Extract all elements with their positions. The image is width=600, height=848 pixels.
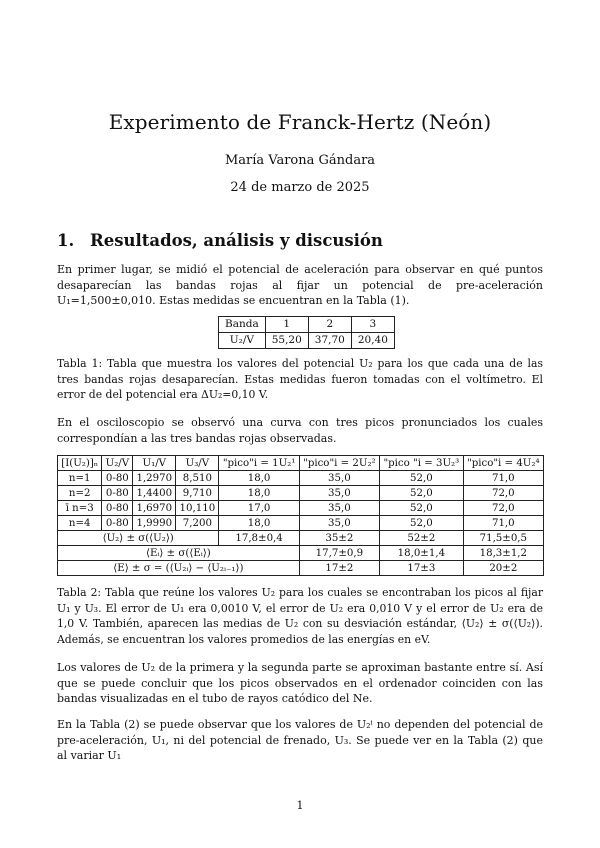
summary-cell: 17±3 bbox=[380, 561, 464, 576]
table-cell: n=2 bbox=[58, 486, 102, 501]
table-2-header-row bbox=[58, 456, 544, 471]
page-number: 1 bbox=[296, 799, 304, 812]
table-cell: 52,0 bbox=[380, 501, 464, 516]
summary-label: ⟨U₂⟩ ± σ(⟨U₂⟩) bbox=[58, 531, 219, 546]
section-heading bbox=[57, 231, 383, 250]
table-1-cell: 55,20 bbox=[265, 333, 308, 349]
table-1-header-cell: Banda bbox=[219, 317, 266, 333]
paragraph-comparison: Los valores de U₂ de la primera y la segunda parte se aproximan bastante entre sí. Así que se puede concluir que los picos observados en el ordenador coinciden con las bandas visualizadas en el tubo de rayos catódico del Ne. bbox=[57, 661, 543, 706]
summary-cell: 18,0±1,4 bbox=[380, 546, 464, 561]
table-2-header-cell: U₂/V bbox=[102, 456, 133, 471]
table-cell: 18,0 bbox=[219, 486, 299, 501]
summary-cell: 17,8±0,4 bbox=[219, 531, 299, 546]
table-cell: 0-80 bbox=[102, 501, 133, 516]
summary-cell: 17±2 bbox=[299, 561, 379, 576]
table-1-value-row bbox=[219, 333, 395, 349]
table-2-header-cell: "pico"i = 4U₂⁴ bbox=[463, 456, 543, 471]
table-cell: 18,0 bbox=[219, 471, 299, 486]
table-cell: 0-80 bbox=[102, 516, 133, 531]
table-1-caption: Tabla 1: Tabla que muestra los valores del potencial U₂ para los que cada una de las tres bandas rojas desaparecían. Estas medidas fueron tomadas con el voltímetro. El error de del potencial era ΔU₂=0,10 V. bbox=[57, 357, 543, 402]
author-name: María Varona Gándara bbox=[224, 153, 376, 168]
table-cell: 35,0 bbox=[299, 486, 379, 501]
table-1-row-label: U₂/V bbox=[219, 333, 266, 349]
table-2-header-cell: U₃/V bbox=[176, 456, 219, 471]
summary-cell: 71,5±0,5 bbox=[463, 531, 543, 546]
table-2-header-cell: "pico "i = 3U₂³ bbox=[380, 456, 464, 471]
table-1-header-row bbox=[219, 317, 395, 333]
summary-label: ⟨E⟩ ± σ = (⟨U₂ᵢ⟩ − ⟨U₂ᵢ₋₁⟩) bbox=[58, 561, 300, 576]
table-2 bbox=[57, 455, 544, 576]
table-cell: n=4 bbox=[58, 516, 102, 531]
table-2-mean-row bbox=[58, 531, 544, 546]
table-cell: 1,2970 bbox=[133, 471, 176, 486]
table-cell: 35,0 bbox=[299, 516, 379, 531]
table-1-cell: 37,70 bbox=[308, 333, 351, 349]
table-1-header-cell: 1 bbox=[265, 317, 308, 333]
section-number: 1. bbox=[57, 231, 75, 250]
table-row bbox=[58, 501, 544, 516]
table-cell: 18,0 bbox=[219, 516, 299, 531]
table-cell: 35,0 bbox=[299, 471, 379, 486]
table-cell: 0-80 bbox=[102, 471, 133, 486]
table-2-energy-row bbox=[58, 546, 544, 561]
summary-cell: 52±2 bbox=[380, 531, 464, 546]
paragraph-dependence: En la Tabla (2) se puede observar que los valores de U₂ⁱ no dependen del potencial de pre-aceleración, U₁, ni del potencial de frenado, U₃. Se puede ver en la Tabla (2) que al variar U₁ bbox=[57, 718, 543, 763]
summary-label: ⟨Eᵢ⟩ ± σ(⟨Eᵢ⟩) bbox=[58, 546, 300, 561]
summary-cell: 18,3±1,2 bbox=[463, 546, 543, 561]
table-cell: 52,0 bbox=[380, 486, 464, 501]
table-row bbox=[58, 486, 544, 501]
table-2-header-cell: "pico"i = 2U₂² bbox=[299, 456, 379, 471]
table-cell: 1,9990 bbox=[133, 516, 176, 531]
table-1 bbox=[218, 316, 395, 349]
section-title: Resultados, análisis y discusión bbox=[90, 231, 383, 250]
summary-cell: 35±2 bbox=[299, 531, 379, 546]
table-cell: 52,0 bbox=[380, 471, 464, 486]
table-cell: 17,0 bbox=[219, 501, 299, 516]
table-row bbox=[58, 516, 544, 531]
table-2-energy-diff-row bbox=[58, 561, 544, 576]
summary-cell: 17,7±0,9 bbox=[299, 546, 379, 561]
table-cell: 35,0 bbox=[299, 501, 379, 516]
table-cell: n=1 bbox=[58, 471, 102, 486]
summary-cell: 20±2 bbox=[463, 561, 543, 576]
table-row bbox=[58, 471, 544, 486]
table-cell: 10,110 bbox=[176, 501, 219, 516]
paragraph-oscilloscope: En el osciloscopio se observó una curva con tres picos pronunciados los cuales correspondían a las tres bandas rojas observadas. bbox=[57, 416, 543, 445]
table-cell: 9,710 bbox=[176, 486, 219, 501]
table-cell: 1,4400 bbox=[133, 486, 176, 501]
table-cell: 7,200 bbox=[176, 516, 219, 531]
table-2-header-cell: "pico"i = 1U₂¹ bbox=[219, 456, 299, 471]
table-cell: ī n=3 bbox=[58, 501, 102, 516]
table-2-header-cell: U₁/V bbox=[133, 456, 176, 471]
table-2-header-cell: [I(U₂)]ₙ bbox=[58, 456, 102, 471]
paper-title: Experimento de Franck-Hertz (Neón) bbox=[108, 110, 492, 134]
table-1-header-cell: 3 bbox=[351, 317, 394, 333]
paper-date: 24 de marzo de 2025 bbox=[230, 180, 370, 195]
table-cell: 72,0 bbox=[463, 486, 543, 501]
table-cell: 1,6970 bbox=[133, 501, 176, 516]
table-cell: 71,0 bbox=[463, 516, 543, 531]
table-cell: 71,0 bbox=[463, 471, 543, 486]
table-1-header-cell: 2 bbox=[308, 317, 351, 333]
table-cell: 72,0 bbox=[463, 501, 543, 516]
table-1-cell: 20,40 bbox=[351, 333, 394, 349]
table-cell: 8,510 bbox=[176, 471, 219, 486]
paragraph-intro: En primer lugar, se midió el potencial de aceleración para observar en qué puntos desaparecían las bandas rojas al fijar un potencial de pre-aceleración U₁=1,500±0,010. Estas medidas se encuentran en la Tabla (1). bbox=[57, 263, 543, 308]
table-cell: 52,0 bbox=[380, 516, 464, 531]
table-2-caption: Tabla 2: Tabla que reúne los valores U₂ para los cuales se encontraban los picos al fijar U₁ y U₃. El error de U₁ era 0,0010 V, el error de U₂ era 0,010 V y el error de U₂ era de 1,0 V. También, aparecen las medias de U₂ con su desviación estándar, ⟨U₂⟩ ± σ(⟨U₂⟩). Además, se encuentran los valores promedios de las energías en eV. bbox=[57, 586, 543, 646]
table-cell: 0-80 bbox=[102, 486, 133, 501]
